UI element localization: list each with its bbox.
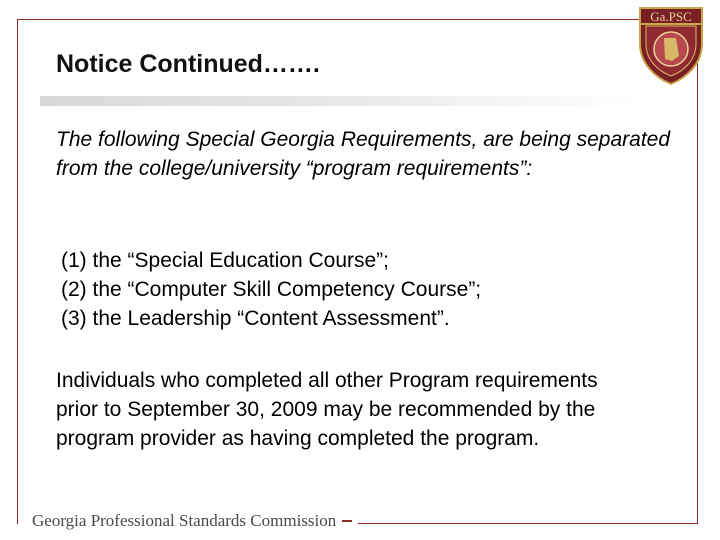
requirement-item: (2) the “Computer Skill Competency Course”;: [61, 278, 482, 301]
slide-title: Notice Continued…….: [56, 50, 320, 78]
title-divider: [40, 96, 640, 106]
requirement-item: (1) the “Special Education Course”;: [61, 249, 389, 272]
completion-note: Individuals who completed all other Program requirements prior to September 30, 2009 may be recommended by the program provider as having completed the program.: [56, 369, 598, 450]
requirement-item: (3) the Leadership “Content Assessment”.: [61, 307, 450, 330]
logo-label: Ga.PSC: [650, 9, 692, 24]
gapsc-shield-icon: [636, 4, 706, 86]
footer: [18, 510, 358, 532]
footer-rule-end: [342, 520, 352, 522]
footer-organization: Georgia Professional Standards Commission: [32, 511, 337, 530]
intro-text: The following Special Georgia Requirements, are being separated from the college/university “program requirements”:: [56, 128, 671, 180]
requirements-list: [61, 246, 481, 333]
